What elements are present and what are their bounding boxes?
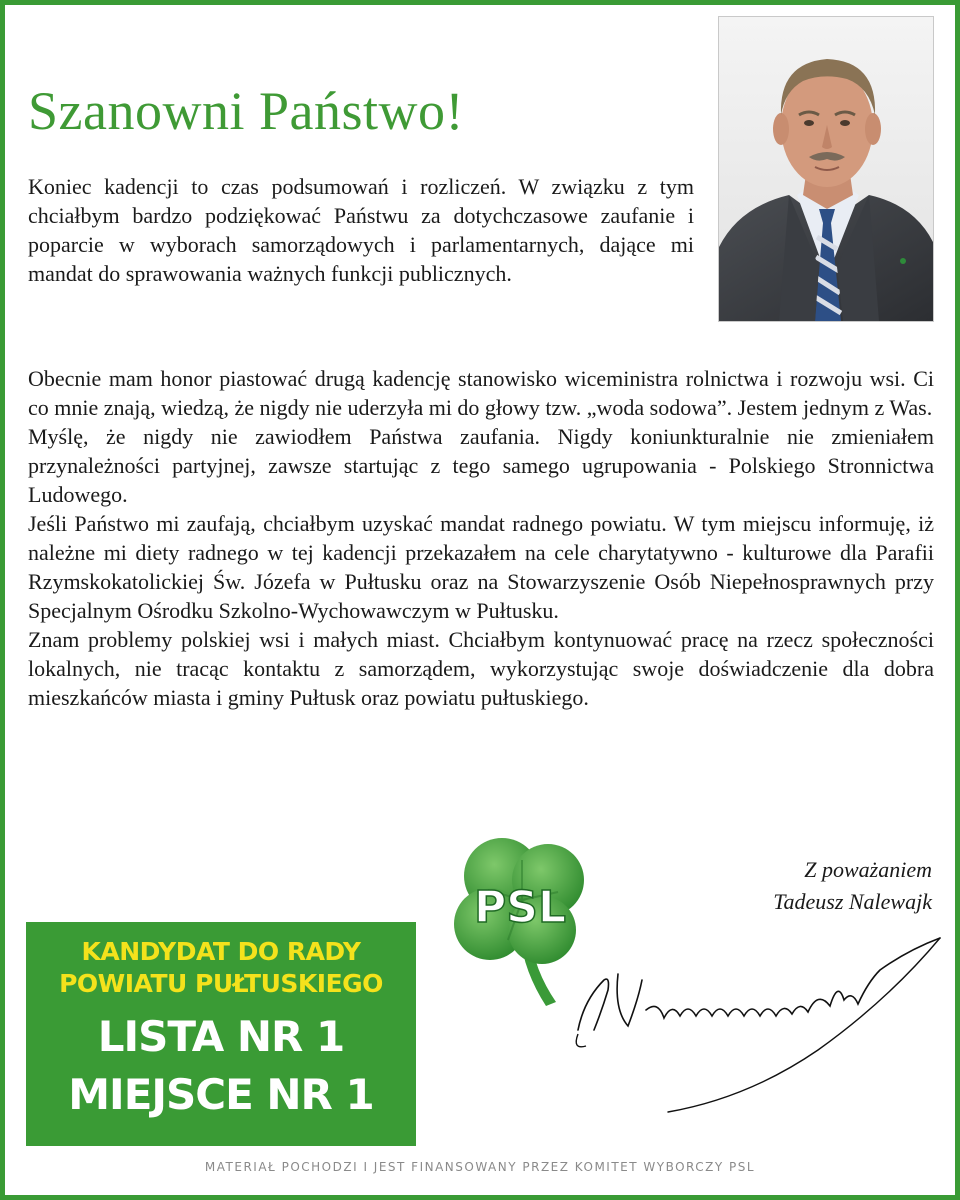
place-number: MIEJSCE NR 1 bbox=[68, 1070, 374, 1119]
signer-name: Tadeusz Nalewajk bbox=[773, 889, 932, 914]
footer-disclaimer: MATERIAŁ POCHODZI I JEST FINANSOWANY PRZEZ KOMITET WYBORCZY PSL bbox=[204, 1160, 756, 1174]
handwritten-signature bbox=[568, 930, 948, 1120]
logo-text: PSL bbox=[474, 882, 566, 933]
candidate-line1: KANDYDAT DO RADY bbox=[81, 937, 361, 966]
body-paragraph: Myślę, że nigdy nie zawiodłem Państwa zaufania. Nigdy koniunkturalnie nie zmieniałem przynależności partyjnej, zawsze startując z tego samego ugrupowania - Polskiego Stronnictwa Ludowego. bbox=[28, 424, 934, 507]
closing-block bbox=[773, 854, 932, 918]
closing-greeting: Z poważaniem bbox=[804, 857, 932, 882]
letter-body bbox=[28, 364, 934, 712]
body-paragraph: Obecnie mam honor piastować drugą kadencję stanowisko wiceministra rolnictwa i rozwoju wsi. Ci co mnie znają, wiedzą, że nigdy nie uderzyła mi do głowy tzw. „woda sodowa”. Jestem jednym z Was. bbox=[28, 366, 934, 420]
intro-paragraph: Koniec kadencji to czas podsumowań i rozliczeń. W związku z tym chciałbym bardzo podziękować Państwu za dotychczasowe zaufanie i poparcie w wyborach samorządowych i parlamentarnych, dające mi mandat do sprawowania ważnych funkcji publicznych. bbox=[28, 174, 694, 286]
candidate-box bbox=[26, 922, 416, 1146]
body-paragraph: Jeśli Państwo mi zaufają, chciałbym uzyskać mandat radnego powiatu. W tym miejscu informuję, iż należne mi diety radnego w tej kadencji przekazałem na cele charytatywno - kulturowe dla Parafii Rzymskokatolickiej Św. Józefa w Pułtusku oraz na Stowarzyszenie Osób Niepełnosprawnych przy Specjalnym Ośrodku Szkolno-Wychowawczym w Pułtusku. bbox=[28, 511, 934, 623]
body-paragraph: Znam problemy polskiej wsi i małych miast. Chciałbym kontynuować pracę na rzecz społeczności lokalnych, nie tracąc kontaktu z samorządem, wykorzystując swoje doświadczenie dla dobra mieszkańców miasta i gminy Pułtusk oraz powiatu pułtuskiego. bbox=[28, 627, 934, 710]
page-title: Szanowni Państwo! bbox=[28, 81, 464, 141]
candidate-photo bbox=[718, 16, 934, 322]
list-number: LISTA NR 1 bbox=[97, 1012, 345, 1061]
candidate-line2: POWIATU PUŁTUSKIEGO bbox=[59, 969, 383, 998]
